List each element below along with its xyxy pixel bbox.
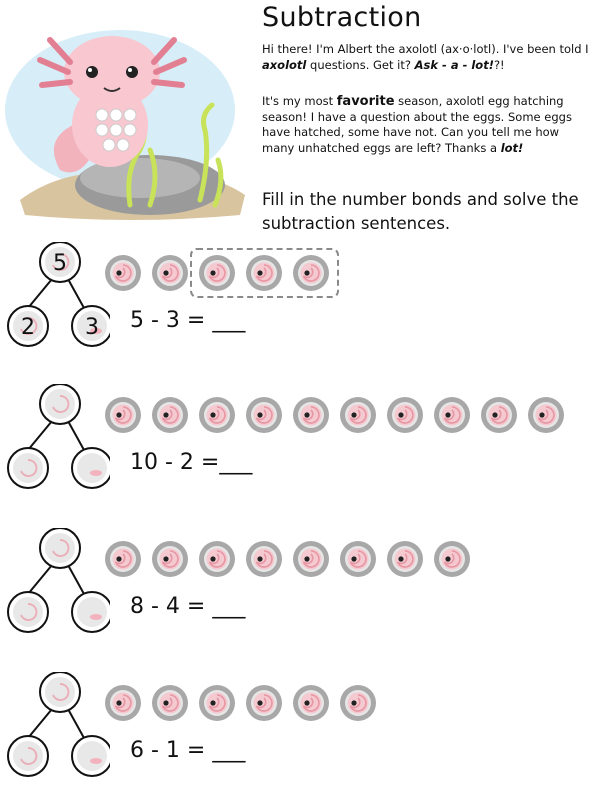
egg-icon: [198, 684, 236, 722]
worksheet-title: Subtraction: [262, 2, 422, 33]
egg-icon: [339, 396, 377, 434]
subtraction-sentence[interactable]: 6 - 1 = ___: [130, 738, 246, 763]
bond-whole-circle[interactable]: [40, 242, 80, 282]
egg-icon: [245, 684, 283, 722]
number-bond[interactable]: [0, 528, 110, 638]
subtraction-sentence[interactable]: 5 - 3 = ___: [130, 308, 246, 333]
problem-row: [0, 528, 600, 658]
egg-icon: [480, 396, 518, 434]
bond-whole-circle[interactable]: [40, 528, 80, 568]
bond-right-part-circle[interactable]: [72, 448, 110, 488]
egg-icon: [292, 684, 330, 722]
egg-icon: [386, 540, 424, 578]
problem-row: [0, 384, 600, 514]
egg-icon: [198, 396, 236, 434]
problem-row: [0, 242, 600, 372]
bond-right-part-circle[interactable]: [72, 592, 110, 632]
axolotl-illustration: [0, 0, 255, 230]
egg-icon: [292, 396, 330, 434]
bond-left-part-circle[interactable]: [8, 306, 48, 346]
egg-icon: [245, 540, 283, 578]
egg-icon: [433, 396, 471, 434]
egg-icon: [245, 396, 283, 434]
number-bond[interactable]: [0, 672, 110, 782]
instructions: Fill in the number bonds and solve the subtraction sentences.: [262, 190, 579, 233]
bond-left-part-circle[interactable]: [8, 592, 48, 632]
bond-right-part-circle[interactable]: [72, 736, 110, 776]
svg-text:3: 3: [85, 315, 99, 340]
bond-whole-circle[interactable]: [40, 672, 80, 712]
bond-whole-circle[interactable]: [40, 384, 80, 424]
egg-icon: [104, 684, 142, 722]
egg-icon: [151, 684, 189, 722]
egg-icon: [104, 396, 142, 434]
egg-icon: [151, 540, 189, 578]
subtraction-sentence[interactable]: 10 - 2 =___: [130, 450, 253, 475]
intro-paragraph: Hi there! I'm Albert the axolotl (ax·o·lotl). I've been told I axolotl questions. Get it? Ask - a - lot!?!: [262, 42, 589, 72]
egg-icon: [198, 540, 236, 578]
story-paragraph: It's my most favorite season, axolotl egg hatching season! I have a question about the eggs. Some eggs have hatched, some have not. Can you tell me how many unhatched eggs are left? Thanks a lot!: [262, 94, 572, 155]
egg-icon: [104, 540, 142, 578]
number-bond[interactable]: [0, 384, 110, 494]
subtraction-sentence[interactable]: 8 - 4 = ___: [130, 594, 246, 619]
egg-icon: [433, 540, 471, 578]
egg-icon: [339, 684, 377, 722]
problem-row: [0, 672, 600, 802]
egg-icon: [151, 396, 189, 434]
bond-left-part-circle[interactable]: [8, 736, 48, 776]
bond-right-part-circle[interactable]: [72, 306, 110, 346]
svg-text:5: 5: [53, 251, 67, 276]
svg-text:2: 2: [21, 315, 35, 340]
egg-icon: [104, 254, 142, 292]
egg-icon: [386, 396, 424, 434]
number-bond[interactable]: [0, 242, 110, 352]
egg-icon: [151, 254, 189, 292]
bond-left-part-circle[interactable]: [8, 448, 48, 488]
egg-icon: [292, 540, 330, 578]
egg-icon: [339, 540, 377, 578]
egg-icon: [527, 396, 565, 434]
hatched-eggs-group-box: [190, 248, 339, 298]
